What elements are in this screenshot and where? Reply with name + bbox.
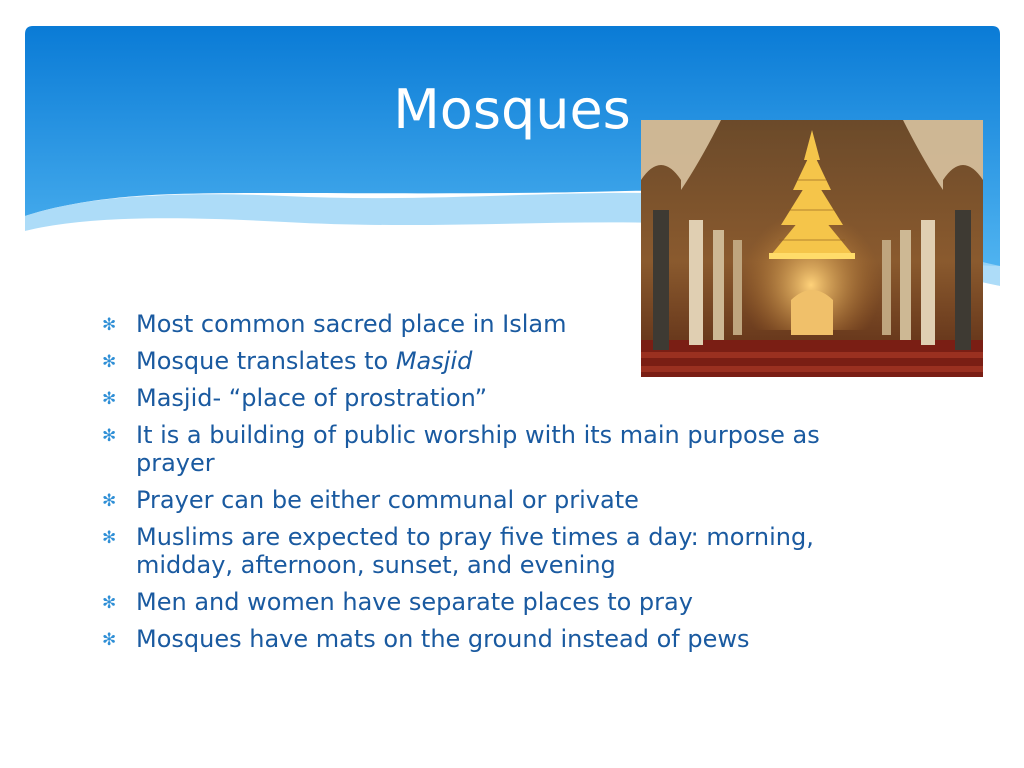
slide-title: Mosques — [393, 78, 631, 141]
bullet-item — [100, 347, 900, 375]
bullet-text: Most common sacred place in Islam — [136, 310, 567, 338]
bullet-text: Prayer can be either communal or private — [136, 486, 639, 514]
bullet-text: Muslims are expected to pray five times a day: morning, midday, afternoon, sunset, and evening — [136, 523, 814, 579]
asterisk-bullet-icon: ✻ — [102, 352, 117, 372]
bullet-text: Mosque translates to — [136, 347, 396, 375]
bullet-text: Men and women have separate places to pray — [136, 588, 693, 616]
asterisk-bullet-icon: ✻ — [102, 593, 117, 613]
bullet-item — [100, 421, 900, 477]
bullet-emphasis: Masjid — [395, 347, 473, 375]
asterisk-bullet-icon: ✻ — [102, 426, 117, 446]
bullet-item — [100, 310, 900, 338]
bullet-item — [100, 625, 900, 653]
bullet-item — [100, 523, 900, 579]
bullet-item — [100, 486, 900, 514]
asterisk-bullet-icon: ✻ — [102, 491, 117, 511]
bullet-text: It is a building of public worship with its main purpose as prayer — [136, 421, 820, 477]
bullet-item — [100, 588, 900, 616]
asterisk-bullet-icon: ✻ — [102, 528, 117, 548]
asterisk-bullet-icon: ✻ — [102, 630, 117, 650]
bullet-item — [100, 384, 900, 412]
bullet-text: Mosques have mats on the ground instead of pews — [136, 625, 750, 653]
asterisk-bullet-icon: ✻ — [102, 389, 117, 409]
bullet-text: Masjid- “place of prostration” — [136, 384, 488, 412]
asterisk-bullet-icon: ✻ — [102, 315, 117, 335]
bullet-list — [100, 310, 900, 662]
